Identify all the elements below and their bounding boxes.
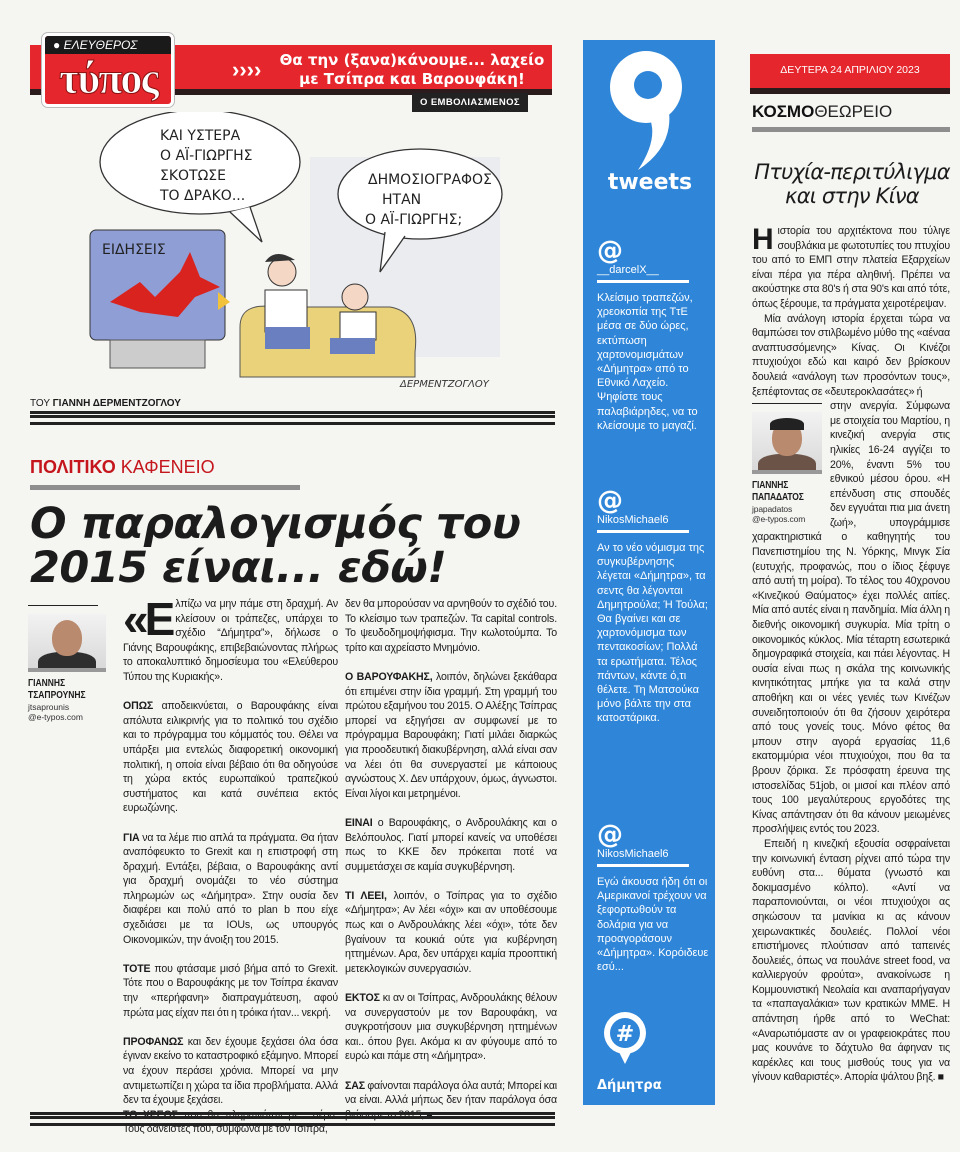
paragraph: Ηιστορία του αρχιτέκτονα που τύλιγε σουβλάκια με φωτοτυπίες του πτυχίου του από το ΕΜΠ στην πλατεία Εξαρχείων είναι πέρα για πέρα αληθινή. Πρέπει να ακούστηκε στα 80's ή στα 90's και από τότε, όπως ξέρουμε, τα πράγματα χειροτέρεψαν. [752,223,950,310]
paragraph: ΓΙΑ να τα λέμε πιο απλά τα πράγματα. Θα ήταν αναπόφευκτο το Grexit και η επιστροφή στη δραχμή. Εντάξει, βέβαια, ο Βαρουφάκης αντί για δραχμή ονομάζει το νέο σύστημα πληρωμών ως «Δήμητρα». Στην ουσία δεν διαφέρει και πολύ από το plan b που είχε σχεδιάσει με τα IOUs, ως υπουργός Οικονομικών, την άνοιξη του 2015. [123,831,338,946]
kicker-underline [30,485,300,490]
paragraph: ΠΡΟΦΑΝΩΣ και δεν έχουμε ξεχάσει όλα όσα έγιναν εκείνο το καταστροφικό εξάμηνο. Μπορεί να έχουν περάσει χρόνια. Μπορεί να μην αντιμετωπίζει η χώρα τα ίδια προβλήματα. Αλλά δεν τα έχουμε ξεχάσει. [123,1035,338,1107]
kicker2-underline [752,127,950,132]
tweet [597,822,709,974]
right-article-column [752,224,950,1085]
issue-date: ΔΕΥΤΕΡΑ 24 ΑΠΡΙΛΙΟΥ 2023 [750,54,950,94]
tweet-text: Κλείσιμο τραπεζών, χρεοκοπία της ΤτΕ μέσα σε δύο ώρες, εκτύπωση χαρτονομισμάτων «Δήμητρα» από το Εθνικό Λαχείο. Ψηφίστε τους παλαβιάρηδες, να το κλείσουμε το μαγαζί. [597,292,698,432]
newspaper-logo [42,33,174,107]
author-email: jtsaprounis @e-typos.com [28,702,83,722]
paragraph: ΕΙΝΑΙ ο Βαρουφάκης, ο Ανδρουλάκης και ο Βελόπουλος. Γιατί μπορεί κανείς να υποθέσει πως το ΚΚΕ δεν πρόκειται ποτέ να συμμετάσχει σε καμία συγκυβέρνηση. [345,816,557,873]
cartoon-signature: ΔΕΡΜΕΝΤΖΟΓΛΟΥ [400,379,489,390]
kicker-bold: ΠΟΛΙΤΙΚΟ [30,457,116,477]
paragraph: ΤΙ ΛΕΕΙ, λοιπόν, ο Τσίπρας για το σχέδιο «Δήμητρα»; Αν λέει «όχι» και αν υποθέσουμε πως και ο Ανδρουλάκης λέει «όχι», τότε δεν βγαίνουν τα κουκιά ούτε για κυβέρνηση ηττημένων. Αρα, δεν υπάρχει καμία προοπτική μετεκλογικών συνεργασιών. [345,889,558,975]
author-name-2: ΓΙΑΝΝΗΣ ΠΑΠΑΔΑΤΟΣ [752,480,804,504]
cartoon-byline [30,398,181,409]
column-label: Ο ΕΜΒΟΛΙΑΣΜΕΝΟΣ [412,93,528,112]
paragraph: Ο ΒΑΡΟΥΦΑΚΗΣ, λοιπόν, δηλώνει ξεκάθαρα ότι επιμένει στην ίδια γραμμή. Στη γραμμή του πρώτου εξαμήνου του 2015. Ο Αλέξης Τσίπρας μπορεί να εξηγήσει αν συμφωνεί με το πρόγραμμα Βαρουφάκη; Γιατί μιλάει διαρκώς για προοδευτική διακυβέρνηση, αλλά είναι σαν να λέει ότι θα συνεργαστεί με κάποιους αγνώστους Χ. Δεν υπάρχουν, όμως, άγνωστοι. Είναι λίγοι και μετρημένοι. [345,670,557,800]
tweet-handle[interactable]: __darcelX__ [597,264,689,283]
tweet-handle[interactable]: NikosMichael6 [597,514,689,533]
tweets-label: tweets [607,170,693,195]
hashtag-icon [600,1010,650,1065]
tv-text: ΕΙΔΗΣΕΙΣ [102,242,166,258]
bubble1-text: ΚΑΙ ΥΣΤΕΡΑ Ο ΑΪ-ΓΙΩΡΓΗΣ ΣΚΟΤΩΣΕ ΤΟ ΔΡΑΚΟ... [160,128,253,204]
right-headline: Πτυχία-περιτύλιγμα και στην Κίνα [754,160,950,208]
arrows-icon: ›››› [232,57,262,82]
author-email-2: jpapadatos @e-typos.com [752,504,806,525]
banner-title: Θα την (ξανα)κάνουμε... λαχείο με Τσίπρα και Βαρουφάκη! [279,51,545,88]
paragraph: ΤΟΤΕ που φτάσαμε μισό βήμα από το Grexit. Τότε που ο Βαρουφάκης με τον Τσίπρα έκαναν την «περήφανη» διαπραγμάτευση, αφού πρώτα μας είχαν πει ότι η τρόικα ήταν... νεκρή. [123,962,338,1019]
dropcap: Η [752,223,774,256]
paragraph: ΟΠΩΣ αποδεικνύεται, ο Βαρουφάκης είναι απόλυτα ειλικρινής για το πολιτικό του σχέδιο και το πρόγραμμα του κόμματός του. Θέλει να υπάρξει μια εντελώς διαφορετική οικονομική πολιτική, η οποία είναι βέβαιο ότι θα οδηγούσε τη χώρα εκτός ευρωπαϊκού τραπεζικού συστήματος και κατά συνέπεια εκτός ευρωζώνης. [123,700,338,815]
tweet-text: Εγώ άκουσα ήδη ότι οι Αμερικανοί τρέχουν να ξεφορτωθούν τα δολάρια για να προαγοράσουν «Δήμητρα». Κορόιδευε εσύ... [597,876,709,974]
author-box-2 [752,403,822,524]
at-icon: @ [597,236,623,266]
article-column-2 [345,597,557,1137]
paragraph: ΕΚΤΟΣ κι αν οι Τσίπρας, Ανδρουλάκης θέλουν να συνεργαστούν με τον Βαρουφάκη, να συγκροτήσουν μια συγκυβέρνηση ηττημένων και.. όπου βγει. Ακόμα κι αν φύγουμε από το ευρώ και πάμε στη «Δήμητρα». [345,992,557,1063]
kicker-rest: ΚΑΦΕΝΕΙΟ [120,457,215,477]
cartoon [60,112,540,397]
paragraph: ΣΑΣ φαίνονται παράλογα όλα αυτά; Μπορεί και να είναι. Αλλά μήπως δεν ήταν παράλογα όσα βιώσαμε το 2015; ■ [345,1079,557,1121]
svg-text:#: # [615,1022,635,1047]
logo-top-text: ΕΛΕΥΘΕΡΟΣ [63,38,138,52]
divider-rule [30,411,555,425]
at-icon: @ [597,486,623,516]
at-icon: @ [597,820,623,850]
paragraph: στην ανεργία. Σύμφωνα με στοιχεία του Μαρτίου, η κινεζική ανεργία στις ηλικίες 16-24 αγγίζει το 20%, έναντι 5% του εθνικού μέσου όρου. «Η επένδυση στις σπουδές δεν εγγυάται πια μια άνετη ζωή», υπογράμμισε χαρακτηριστικά ο καθηγητής του Πανεπιστημίου της Ν. Υόρκης, Μινγκ Σία (ευτυχής, προφανώς, που ο ίδιος ξέφυγε από αυτή τη μοίρα). Το τέλος του 40χρονου «Κινεζικού Θαύματος» έχει πολλές αιτίες. Μία από αυτές είναι η πανδημία. Μία άλλη η διεθνής οικονομική συγκυρία. Μία τρίτη ο οικονομικός κύκλος. Μία τέταρτη εσωτερικά δημογραφικά στοιχεία, και πάει λέγοντας. Η ουσία είναι πως η σκάλα της κοινωνικής κινητικότητας μπήκε για τα καλά στην αποθήκη και οι νέες γενιές των Κινέζων συνειδητοποιούν ότι θα ζήσουν χειρότερα από τους γονείς τους. Μόνο φέτος θα μπουν στην αγορά εργασίας 11,6 εκατομμύρια νέοι πτυχιούχοι, που θα τα βρουν ζόρικα. Σε πρόσφατη έρευνα της ιστοσελίδας 51job, οι μισοί και πλέον από τους 100 μεγαλύτερους εργοδότες της Κίνας απάντησαν ότι θα κάνουν μειωμένες προσλήψεις εντός του 2023. [752,400,950,836]
author-photo [28,614,106,672]
kicker2-rest: ΘΕΩΡΕΙΟ [814,102,893,121]
paragraph: «Ελπίζω να μην πάμε στη δραχμή. Αν κλείσουν οι τράπεζες, υπάρχει το σχέδιο “Δήμητρα”», δήλωσε ο Γιάνης Βαρουφάκης, επιβεβαιώνοντας πλήρως το αποκαλυπτικό δημοσίευμα του «Ελεύθερου Τύπου της Κυριακής». [123,593,338,683]
article-headline: Ο παραλογισμός του 2015 είναι... εδώ! [30,499,521,593]
author-name: ΓΙΑΝΝΗΣ ΤΣΑΠΡΟΥΝΗΣ [28,678,86,701]
byline-name: ΓΙΑΝΝΗ ΔΕΡΜΕΝΤΖΟΓΛΟΥ [52,398,181,409]
dropcap: «Ε [123,593,172,645]
paragraph: Μία ανάλογη ιστορία έρχεται τώρα να θαμπώσει τον στιλβωμένο μύθο της «αέναα αναπτυσσόμενης» Κίνας. Οι Κινέζοι πτυχιούχοι εδώ και καιρό δεν βρίσκουν δουλειά «ανάλογη των προσόντων τους», ξεπέφτοντας σε «δευτεροκλασάτες» ή [752,312,950,398]
tweet-text: Αν το νέο νόμισμα της συγκυβέρνησης λέγεται «Δήμητρα», τα σεντς θα λέγονται Δημητρούλα; Ή Τούλα; Θα βγαίνει και σε χαρτονόμισμα των πεντακοσίων; Πολλά τα ερωτήματα. Τέλος πάντων, κάντε ό,τι θέλετε. Τη Ματσούκα μόνο βάλτε την στα κατοστάρικα. [597,542,708,725]
paragraph: Επειδή η κινεζική εξουσία οσφραίνεται την κοινωνική ένταση ρίχνει από τώρα την ευθύνη στα... θύματα (γνωστό και δοκιμασμένο κόλπο). «Αντί να παραπονιούνται, οι νέοι πτυχιούχοι ας σηκώσουν τα μανίκια κι ας κάνουν χειρωνακτικές δουλειές. Πολλοί νέοι επιστήμονες πλούτισαν από ταπεινές δουλειές, όπως να πουλάνε street food, να καλλιεργούν φρούτα», ανακοίνωσε η Κομμουνιστική Νεολαία και αναπαρήγαγαν τα «παπαγαλάκια» των κρατικών ΜΜΕ. Η απάντηση ήρθε από το WeChat: «Αναρωτιόμαστε αν οι γραφειοκράτες που μας κουνάνε το δάχτυλο θα άφηναν τις καρέκλες και τους μισθούς τους για να γίνουν καθαριστές». Απορία ψάλτου βηξ. ■ [752,837,950,1084]
section-kicker [30,457,215,478]
bubble2-text: ΔΗΜΟΣΙΟΓΡΑΦΟΣ ΗΤΑΝ Ο ΑΪ-ΓΙΩΡΓΗΣ; [365,172,492,228]
tweet-handle[interactable]: NikosMichael6 [597,848,689,867]
logo-top: ● ΕΛΕΥΘΕΡΟΣ [45,36,171,54]
tweets-logo-icon [598,45,694,175]
byline-prefix: ΤΟΥ [30,398,50,409]
paragraph: ΤΟ ΧΡΕΟΣ που θα πληρωνόταν με... αέρα. Τους δανειστές που, σύμφωνα με τον Τσίπρα, [123,1108,338,1136]
tweet [597,238,709,433]
article-column-1 [123,593,338,1152]
section-kicker-2 [752,102,892,122]
author-box [28,605,106,722]
hashtag-label[interactable]: Δήμητρα [597,1078,662,1093]
kicker2-bold: ΚΟΣΜΟ [752,102,815,121]
bottom-rule [30,1112,555,1126]
logo-main: τύπος [59,54,157,103]
paragraph: δεν θα μπορούσαν να αρνηθούν το σχέδιό του. Το κλείσιμο των τραπεζών. Τα capital controls. Το ψευδοδημοψήφισμα. Την κωλοτούμπα. Το τρίτο και αχρείαστο Μνημόνιο. [345,598,557,654]
tweet [597,488,709,726]
author-photo-2 [752,412,822,474]
